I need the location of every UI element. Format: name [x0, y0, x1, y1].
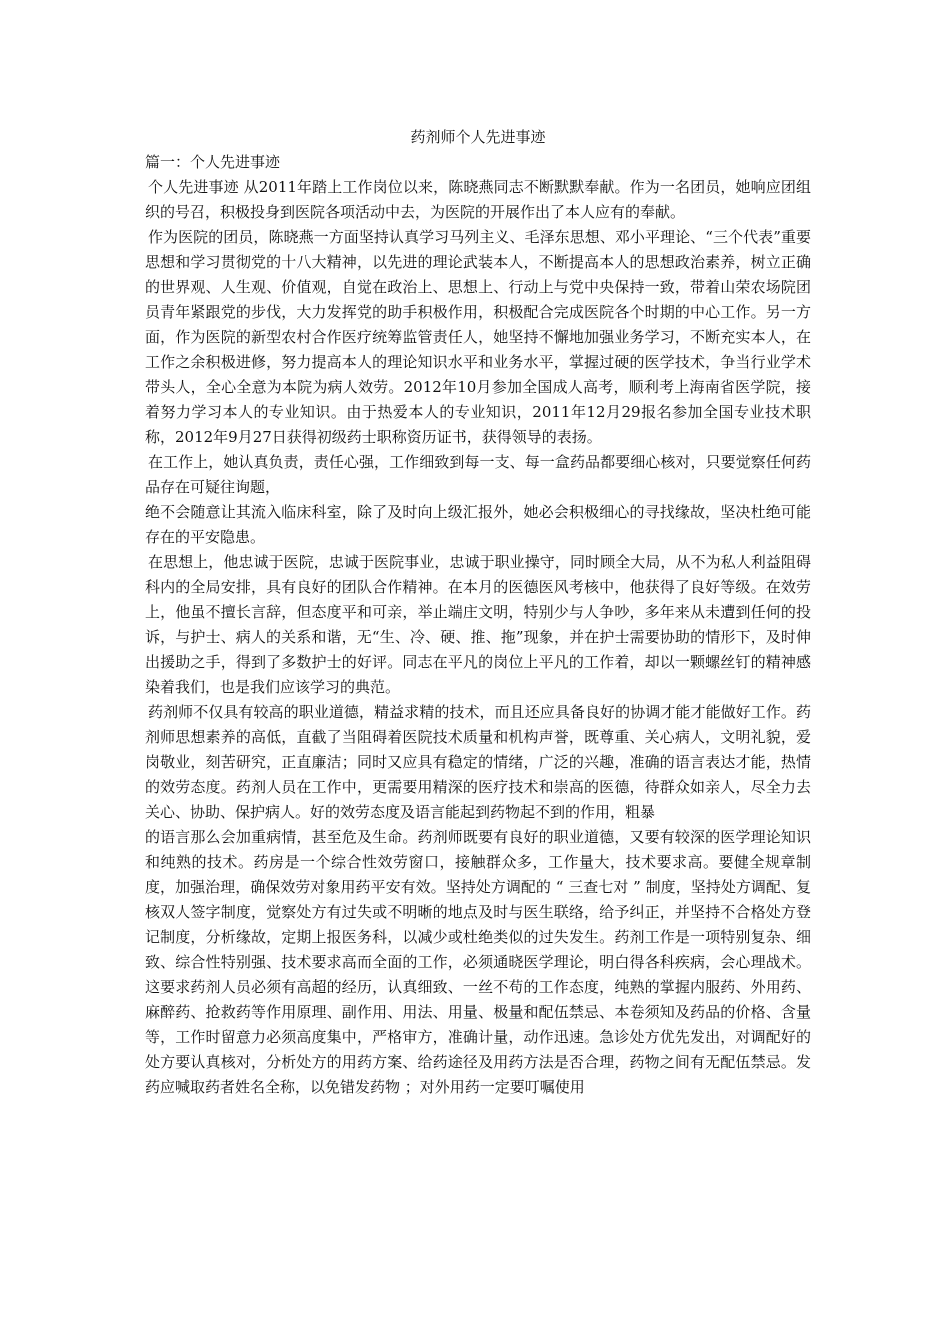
paragraph-3: 在工作上，她认真负责，责任心强，工作细致到每一支、每一盒药品都要细心核对，只要觉察任何药品存在可疑往询题，: [145, 453, 811, 496]
document-page: [145, 126, 811, 1100]
paragraph-2: 作为医院的团员，陈晓燕一方面坚持认真学习马列主义、毛泽东思想、邓小平理论、“三个代表”重要思想和学习贯彻党的十八大精神，以先进的理论武装本人，不断提高本人的思想政治素养，树立正确的世界观、人生观、价值观，自觉在政治上、思想上、行动上与党中央保持一致，带着山荣农场院团员青年紧跟党的步伐，大力发挥党的助手积极作用，积极配合完成医院各个时期的中心工作。另一方面，作为医院的新型农村合作医疗统筹监管责任人，她坚持不懈地加强业务学习，不断充实本人，在工作之余积极进修，努力提高本人的理论知识水平和业务水平，掌握过硬的医学技术，争当行业学术带头人，全心全意为本院为病人效劳。2012年10月参加全国成人高考，顺利考上海南省医学院，接着努力学习本人的专业知识。由于热爱本人的专业知识，2011年12月29报名参加全国专业技术职称，2012年9月27日获得初级药士职称资历证书，获得领导的表扬。: [145, 228, 811, 446]
paragraph-4: 绝不会随意让其流入临床科室，除了及时向上级汇报外，她必会积极细心的寻找缘故，坚决杜绝可能存在的平安隐患。: [145, 503, 811, 546]
paragraph-1: 个人先进事迹 从2011年踏上工作岗位以来，陈晓燕同志不断默默奉献。作为一名团员，她响应团组织的号召，积极投身到医院各项活动中去，为医院的开展作出了本人应有的奉献。: [145, 178, 811, 221]
paragraph-7: 的语言那么会加重病情，甚至危及生命。药剂师既要有良好的职业道德，又要有较深的医学理论知识和纯熟的技术。药房是一个综合性效劳窗口，接触群众多，工作量大，技术要求高。要健全规章制度，加强治理，确保效劳对象用药平安有效。坚持处方调配的 “ 三查七对 ” 制度，坚持处方调配、复核双人签字制度，觉察处方有过失或不明晰的地点及时与医生联络，给予纠正，并坚持不合格处方登记制度，分析缘故，定期上报医务科，以减少或杜绝类似的过失发生。药剂工作是一项特别复杂、细致、综合性特别强、技术要求高而全面的工作，必须通晓医学理论，明白得各科疾病，会心理战术。这要求药剂人员必须有高超的经历，认真细致、一丝不苟的工作态度，纯熟的掌握内服药、外用药、麻醉药、抢救药等作用原理、副作用、用法、用量、极量和配伍禁忌、本卷须知及药品的价格、含量等，工作时留意力必须高度集中，严格审方，准确计量，动作迅速。急诊处方优先发出，对调配好的处方要认真核对，分析处方的用药方案、给药途径及用药方法是否合理，药物之间有无配伍禁忌。发药应喊取药者姓名全称，以免错发药物 ；对外用药一定要叮嘱使用: [145, 828, 811, 1096]
document-title: 药剂师个人先进事迹: [410, 128, 546, 146]
paragraph-5: 在思想上，他忠诚于医院，忠诚于医院事业，忠诚于职业操守，同时顾全大局，从不为私人利益阻碍科内的全局安排，具有良好的团队合作精神。在本月的医德医风考核中，他获得了良好等级。在效劳上，他虽不擅长言辞，但态度平和可亲，举止端庄文明，特别少与人争吵，多年来从未遭到任何的投诉，与护士、病人的关系和谐，无“生、冷、硬、推、拖”现象，并在护士需要协助的情形下，及时伸出援助之手，得到了多数护士的好评。同志在平凡的岗位上平凡的工作着，却以一颗螺丝钉的精神感染着我们，也是我们应该学习的典范。: [145, 553, 811, 696]
section-heading: 篇一：个人先进事迹: [145, 153, 281, 171]
paragraph-6: 药剂师不仅具有较高的职业道德，精益求精的技术，而且还应具备良好的协调才能才能做好工作。药剂师思想素养的高低，直截了当阻碍着医院技术质量和机构声誉，既尊重、关心病人，文明礼貌，爱岗敬业，刻苦研究，正直廉洁；同时又应具有稳定的情绪，广泛的兴趣，准确的语言表达才能，热情的效劳态度。药剂人员在工作中，更需要用精深的医疗技术和崇高的医德，待群众如亲人，尽全力去关心、协助、保护病人。好的效劳态度及语言能起到药物起不到的作用，粗暴: [145, 703, 811, 821]
